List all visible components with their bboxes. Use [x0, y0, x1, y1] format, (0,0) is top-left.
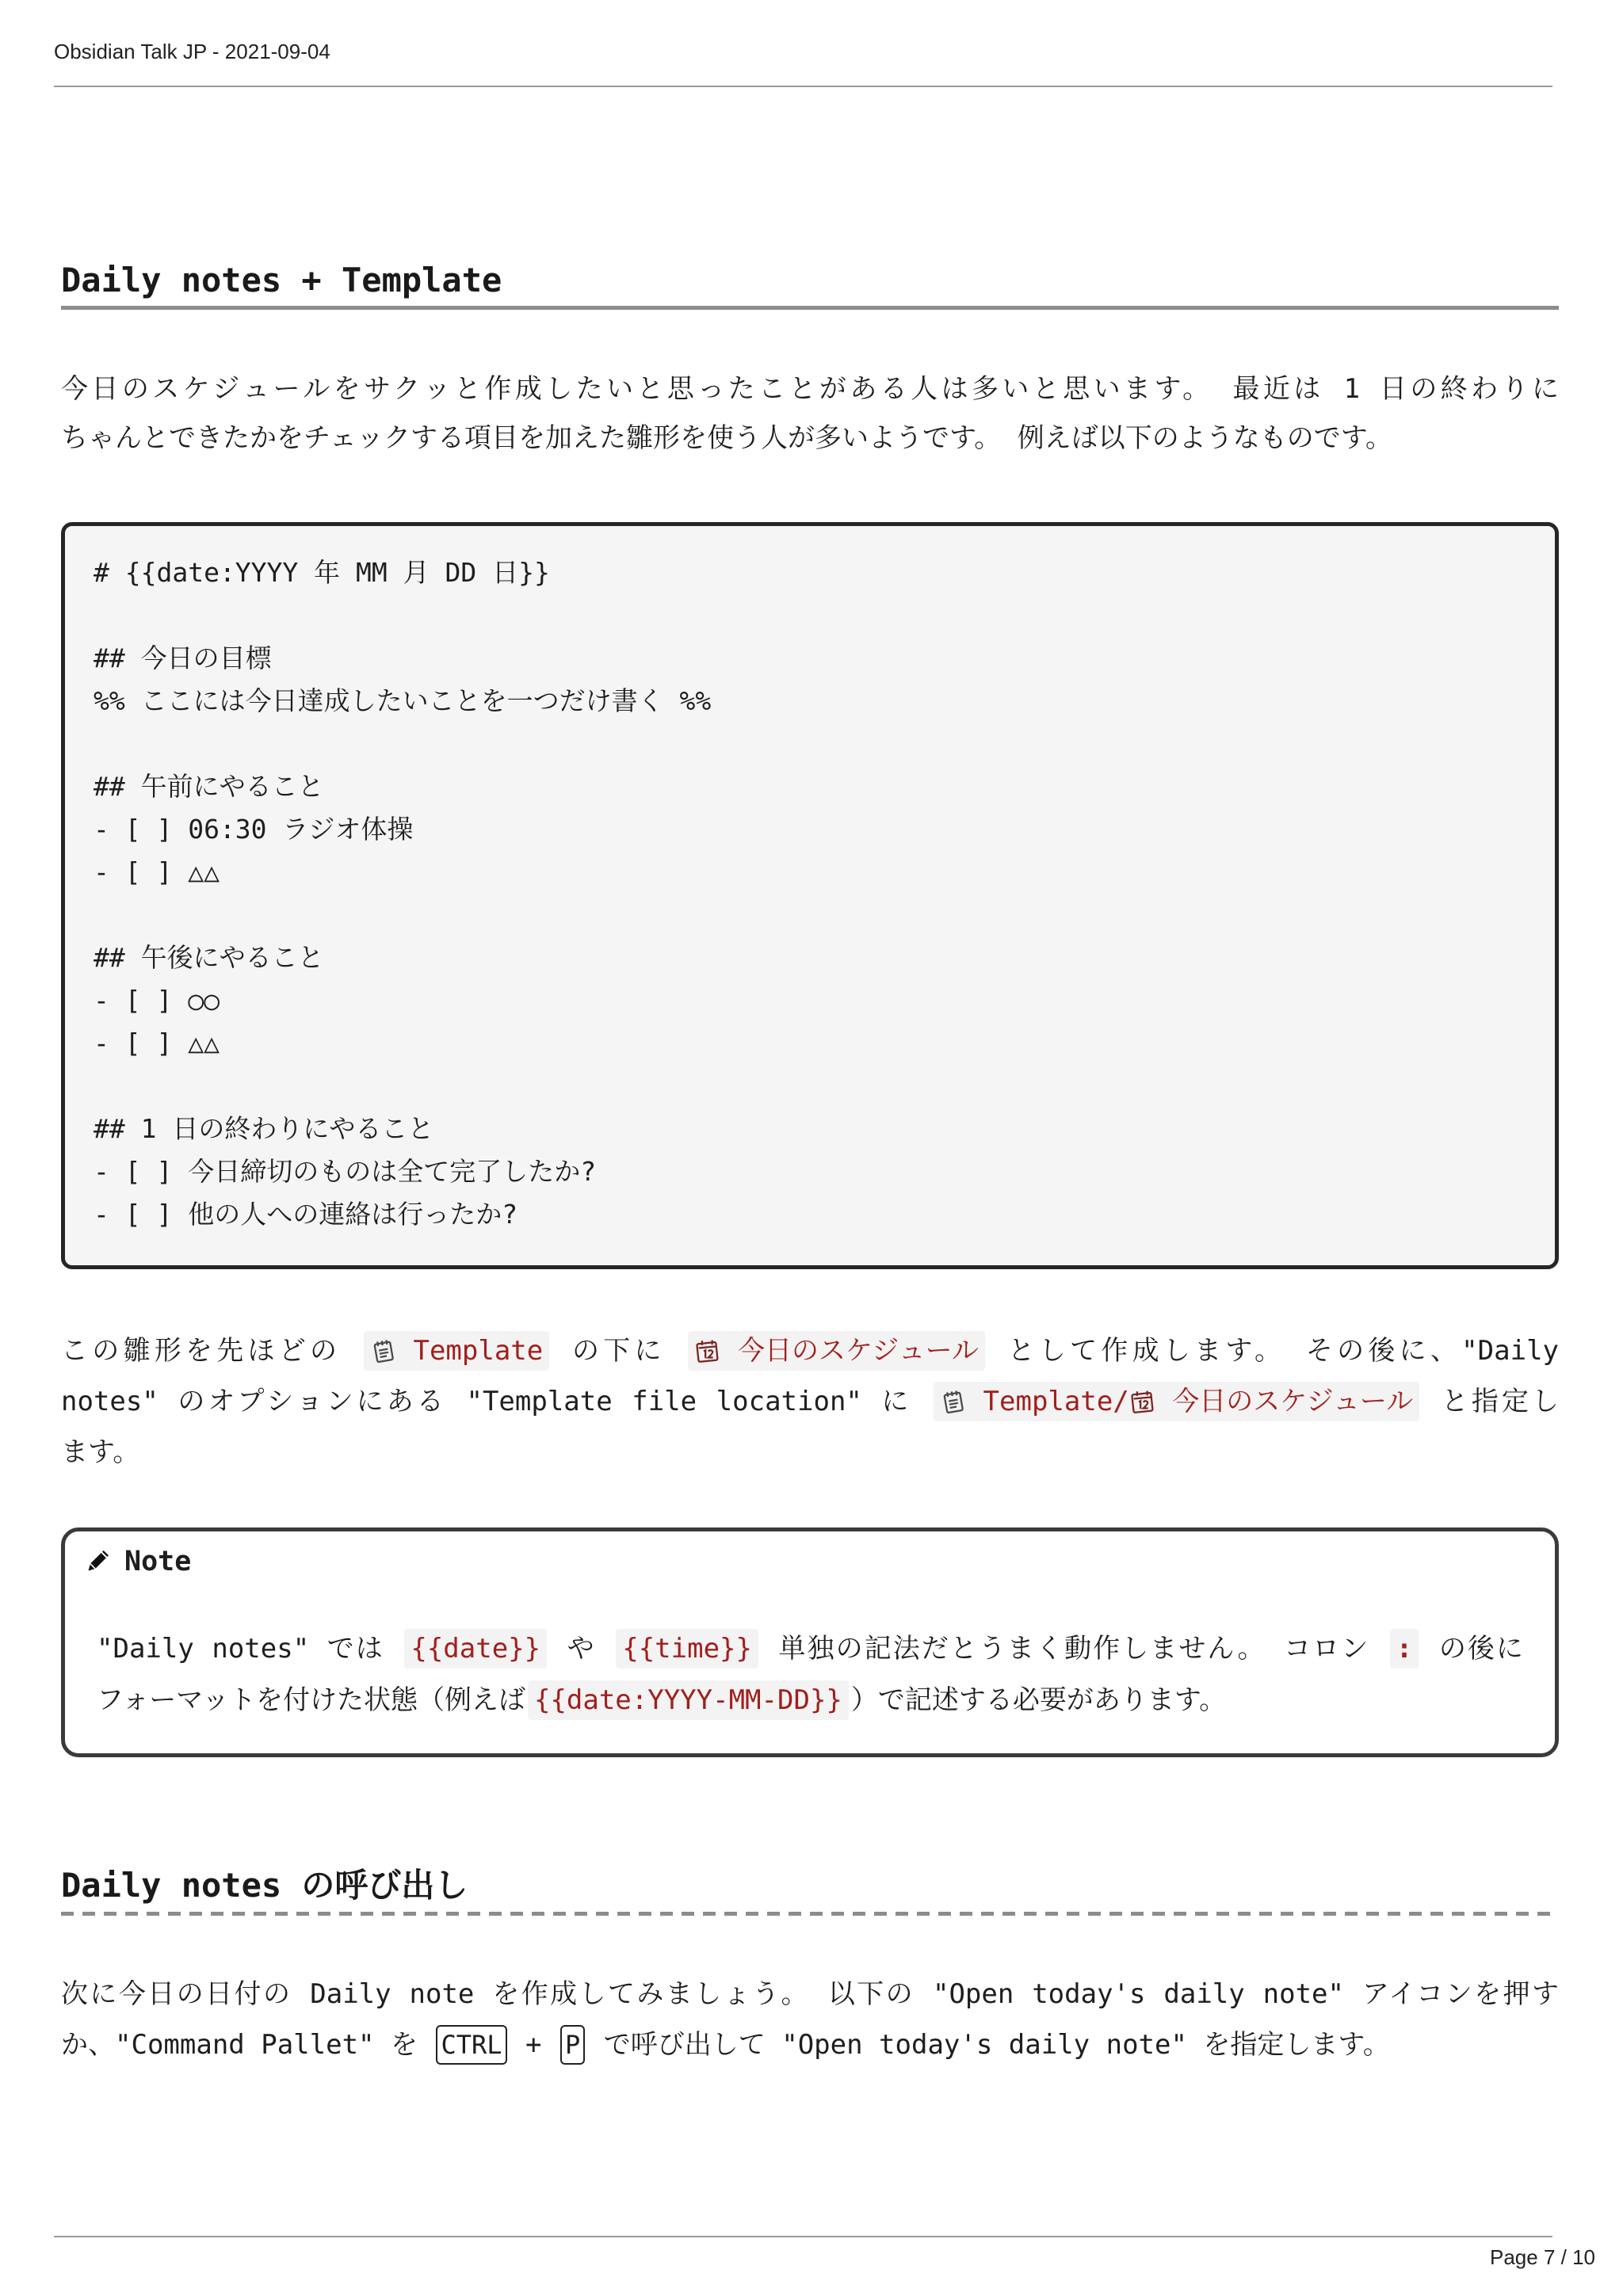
- text-run: "Daily notes" では: [97, 1633, 384, 1665]
- inline-code-schedule: [688, 1331, 984, 1371]
- calendar-icon: [1129, 1388, 1156, 1415]
- heading-dashed-underline: [61, 1912, 1559, 1916]
- page-number: Page 7 / 10: [1490, 2245, 1595, 2269]
- inline-code-template-path: [934, 1382, 1419, 1421]
- text-run: ます。: [61, 1436, 140, 1468]
- paragraph-line: [97, 1675, 1523, 1726]
- paragraph-line: [61, 1376, 1559, 1427]
- kbd-p-key: P: [560, 2025, 585, 2065]
- paragraph-line: [61, 1427, 1559, 1478]
- text-run: フォーマットを付けた状態（例えば: [97, 1684, 525, 1716]
- paragraph-line: 今日のスケジュールをサクッと作成したいと思ったことがある人は多いと思います。 最近は 1 日の終わりに: [61, 373, 1559, 405]
- notepad-icon: [940, 1388, 967, 1415]
- code-block: [61, 522, 1559, 1269]
- inline-code-time: {{time}}: [616, 1629, 758, 1669]
- text-run: で呼び出して "Open today's daily note" を指定します。: [603, 2029, 1390, 2061]
- paragraph-line: [61, 1325, 1559, 1376]
- document-header-title: Obsidian Talk JP - 2021-09-04: [54, 40, 330, 63]
- note-title-text: Note: [124, 1546, 192, 1577]
- text-run: や: [567, 1633, 596, 1665]
- pencil-icon: [85, 1546, 113, 1574]
- inline-code-date-format: {{date:YYYY-MM-DD}}: [528, 1680, 849, 1720]
- paragraph-line: 次に今日の日付の Daily note を作成してみましょう。 以下の "Open today's daily note" アイコンを押す: [61, 1978, 1559, 2010]
- inline-code-colon: :: [1390, 1629, 1419, 1669]
- inline-code-text: 今日のスケジュール: [737, 1335, 979, 1367]
- section-heading-template: Daily notes + Template: [61, 261, 502, 299]
- text-run: この雛形を先ほどの: [61, 1335, 342, 1367]
- paragraph-line: ちゃんとできたかをチェックする項目を加えた雛形を使う人が多いようです。 例えば以下のようなものです。: [61, 422, 1393, 454]
- open-daily-note-paragraph: [61, 1969, 1559, 2070]
- intro-paragraph: [61, 364, 1559, 463]
- note-callout: [61, 1527, 1559, 1757]
- note-callout-body: [97, 1623, 1523, 1726]
- code-block-content: # {{date:YYYY 年 MM 月 DD 日}} ## 今日の目標 %% ここには今日達成したいことを一つだけ書く %% ## 午前にやること - [ ] 06:30 ラジオ体操 - [ ] △△ ## 午後にやること - [ ] ○○ - [ ] △△ ## 1 日の終わりにやること - [ ] 今日締切のものは全て完了したか? - [ ] 他の人への連絡は行ったか?: [94, 557, 712, 1230]
- header-divider: [54, 86, 1552, 87]
- paragraph-line: [97, 1623, 1523, 1675]
- followup-paragraph: [61, 1325, 1559, 1478]
- text-run: として作成します。 その後に、"Daily: [1007, 1335, 1560, 1367]
- text-run: の後に: [1438, 1633, 1523, 1665]
- text-run: と指定し: [1441, 1386, 1559, 1417]
- text-run: 単独の記法だとうまく動作しません。 コロン: [778, 1633, 1370, 1665]
- inline-code-text: Template: [413, 1335, 544, 1367]
- text-run: notes" のオプションにある "Template file location" に: [61, 1386, 912, 1417]
- inline-code-text: Template/: [983, 1386, 1129, 1417]
- text-run: +: [525, 2029, 542, 2061]
- note-callout-title: [85, 1543, 191, 1581]
- footer-divider: [54, 2236, 1552, 2237]
- calendar-icon: [694, 1337, 721, 1364]
- section-heading-open-daily-note: Daily notes の呼び出し: [61, 1866, 468, 1905]
- text-run: か、"Command Pallet" を: [61, 2029, 418, 2061]
- inline-code-text: 今日のスケジュール: [1172, 1386, 1414, 1417]
- inline-code-date: {{date}}: [404, 1629, 547, 1669]
- kbd-ctrl-key: CTRL: [436, 2025, 506, 2065]
- notepad-icon: [370, 1337, 397, 1364]
- heading-underline: [61, 306, 1559, 310]
- text-run: ）で記述する必要があります。: [850, 1684, 1227, 1716]
- text-run: の下に: [571, 1335, 666, 1367]
- inline-code-template: [364, 1331, 549, 1371]
- paragraph-line: [61, 2019, 1559, 2070]
